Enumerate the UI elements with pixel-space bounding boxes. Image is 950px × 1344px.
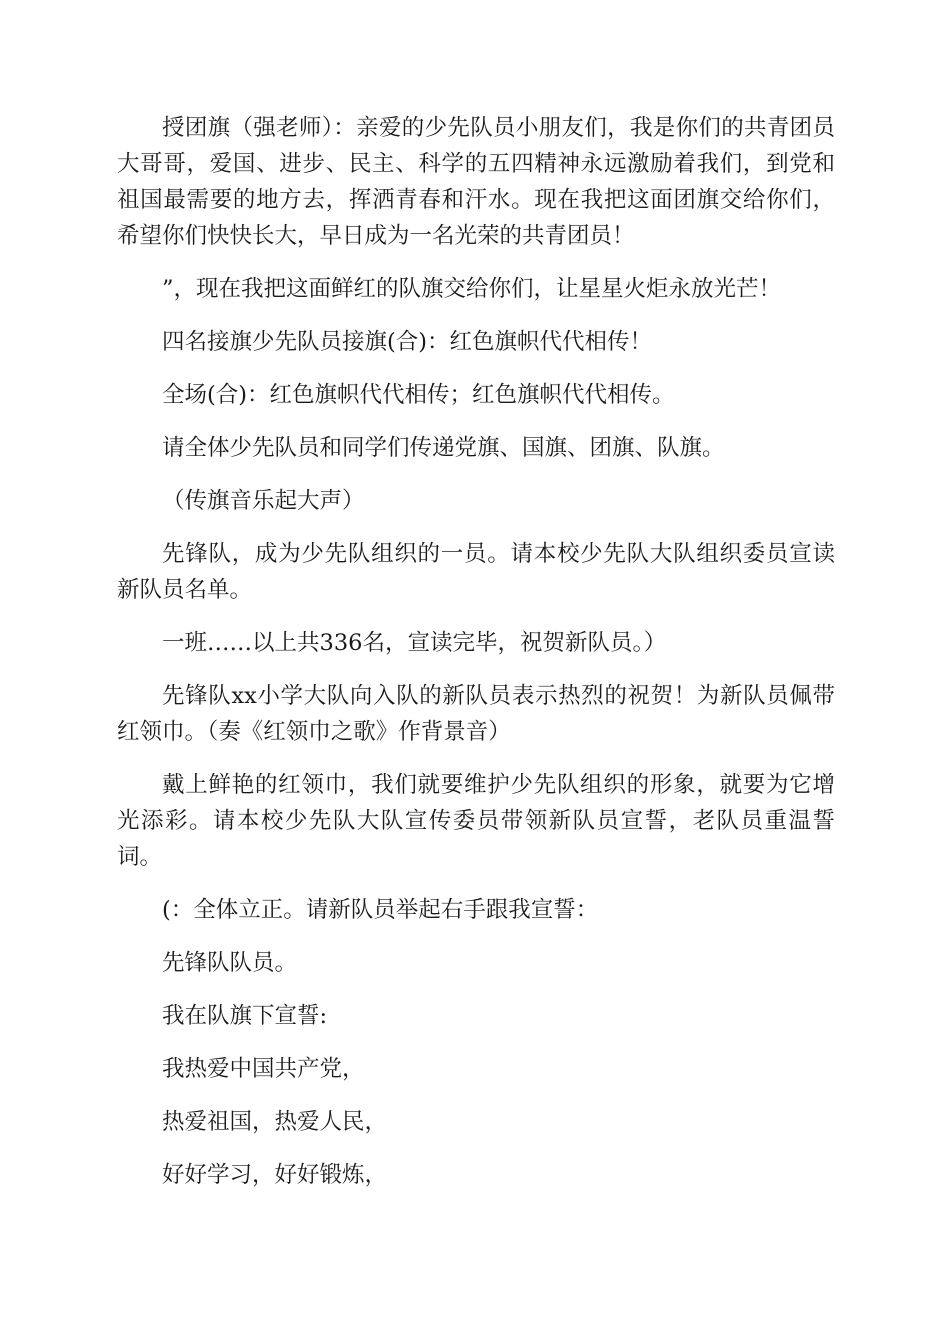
paragraph-oath-line-5: 好好学习，好好锻炼， [162, 1162, 388, 1188]
paragraph-receive-flag: 四名接旗少先队员接旗(合)：红色旗帜代代相传！ [162, 329, 653, 355]
paragraph-class-count: 一班……以上共336名，宣读完毕，祝贺新队员。） [162, 630, 667, 656]
document-page [117, 110, 835, 1210]
paragraph-team-flag-handover: ”，现在我把这面鲜红的队旗交给你们，让星星火炬永放光芒！ [162, 276, 782, 302]
paragraph-oath-line-3: 我热爱中国共产党， [162, 1056, 365, 1082]
paragraph-flag-presentation: 授团旗（强老师）：亲爱的少先队员小朋友们，我是你们的共青团员大哥哥，爱国、进步、民主、科学的五四精神永远激励着我们，到党和祖国最需要的地方去，挥洒青春和汗水。现在我把这面团旗交给你们，希望你们快快长大，早日成为一名光荣的共青团员！ [117, 115, 835, 249]
paragraph-oath-line-1: 先锋队队员。 [162, 950, 298, 976]
paragraph-pass-flags: 请全体少先队员和同学们传递党旗、国旗、团旗、队旗。 [162, 435, 725, 461]
paragraph-oath-line-2: 我在队旗下宣誓: [162, 1003, 328, 1029]
paragraph-new-members-list: 先锋队，成为少先队组织的一员。请本校少先队大队组织委员宣读新队员名单。 [117, 541, 835, 603]
paragraph-stand-oath: (：全体立正。请新队员举起右手跟我宣誓： [162, 897, 599, 923]
paragraph-oath-line-4: 热爱祖国，热爱人民， [162, 1109, 388, 1135]
paragraph-red-scarf: 戴上鲜艳的红领巾，我们就要维护少先队组织的形象，就要为它增光添彩。请本校少先队大队宣传委员带领新队员宣誓，老队员重温誓词。 [117, 772, 835, 870]
paragraph-music-cue: （传旗音乐起大声） [162, 488, 365, 514]
paragraph-all-chant: 全场(合)：红色旗帜代代相传；红色旗帜代代相传。 [162, 382, 675, 408]
paragraph-congratulations: 先锋队xx小学大队向入队的新队员表示热烈的祝贺！为新队员佩带红领巾。（奏《红领巾之歌》作背景音） [117, 683, 835, 745]
